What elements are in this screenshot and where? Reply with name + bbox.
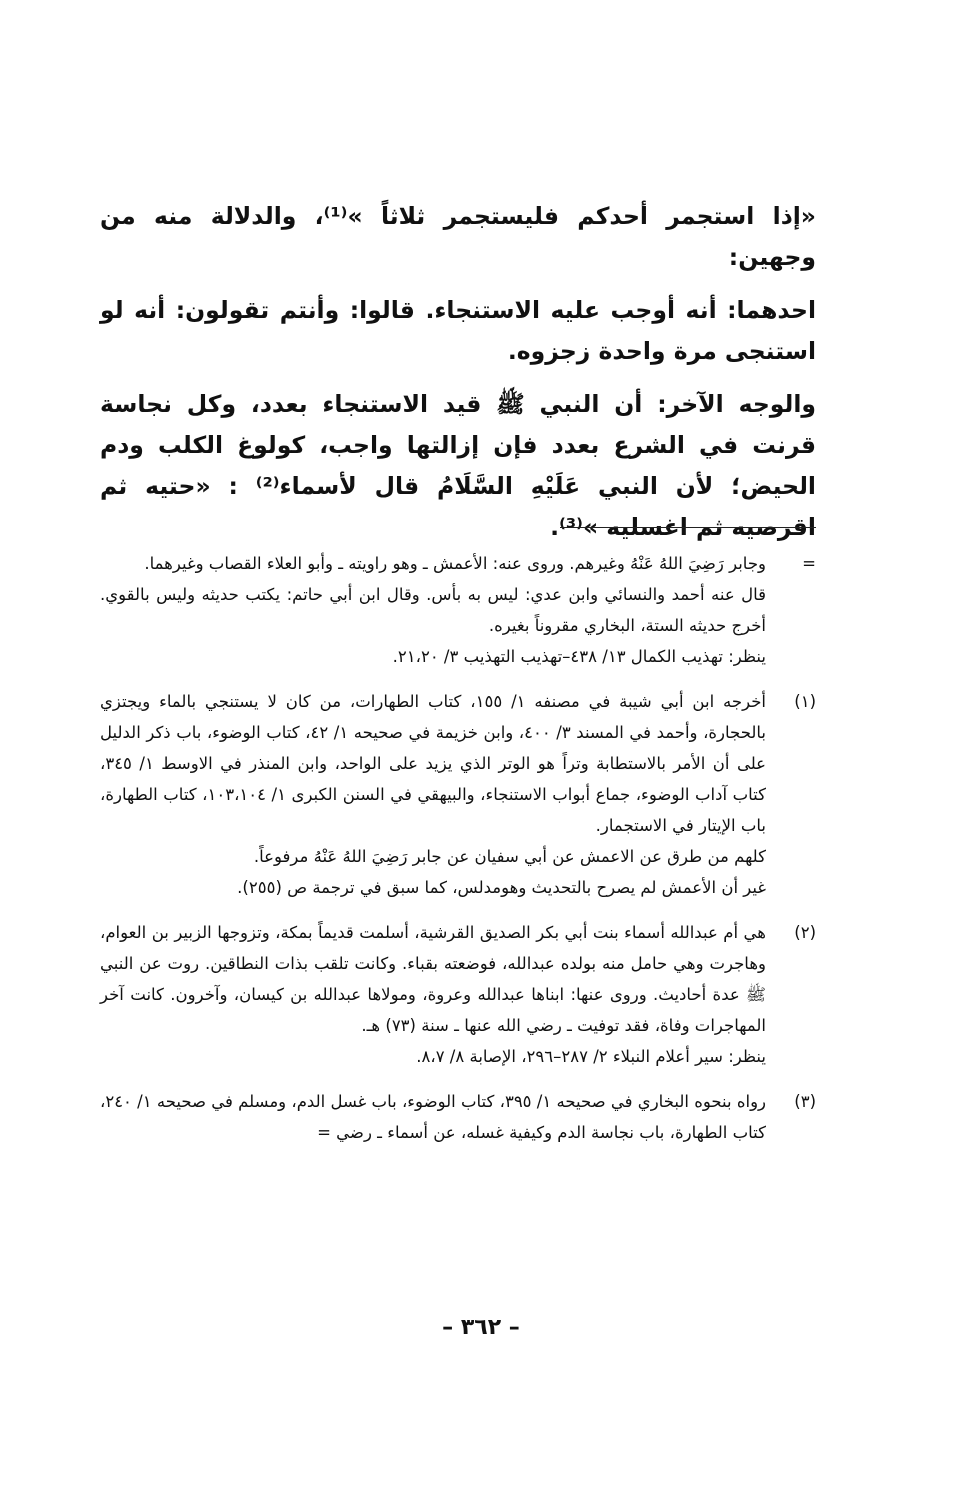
footnote-body bbox=[100, 548, 766, 672]
main-paragraph-2 bbox=[100, 290, 816, 372]
paragraph-text: أنه أوجب عليه الاستنجاء. قالوا: وأنتم تقولون: أنه لو استنجى مرة واحدة زجزوه. bbox=[100, 296, 816, 365]
footnote-line: غير أن الأعمش لم يصرح بالتحديث وهومدلس، كما سبق في ترجمة ص (٢٥٥). bbox=[237, 878, 766, 897]
main-text bbox=[100, 196, 816, 560]
footnote-separator bbox=[560, 527, 816, 528]
footnote-line: أخرجه ابن أبي شيبة في مصنفه ١/ ١٥٥، كتاب الطهارات، من كان لا يستنجي بالماء ويجتزي بالحجارة، وأحمد في المسند ٣/ ٤٠٠، وابن خزيمة في صحيحه ١/ ٤٢، كتاب الوضوء، باب ذكر الدليل على أن الأمر بالاستطابة وتراً هو الوتر الذي يزيد على الواحد، وابن المنذر في الاوسط ١/ ٣٤٥، كتاب آداب الوضوء، جماع أبواب الاستنجاء، والبيهقي في السنن الكبرى ١/ ١٠٣،١٠٤، كتاب الطهارة، باب الإيتار في الاستجمار. bbox=[100, 692, 766, 835]
paragraph-lead: احدهما: bbox=[727, 296, 816, 324]
footnote-number: (٣) bbox=[794, 1092, 816, 1111]
footnote-body bbox=[100, 686, 766, 903]
footnote-number: = bbox=[802, 554, 816, 573]
footnote bbox=[100, 1086, 816, 1148]
footnote-line: كلهم من طرق عن الاعمش عن أبي سفيان عن جابر رَضِيَ اللهُ عَنْهُ مرفوعاً. bbox=[253, 847, 766, 866]
paragraph-lead: والوجه الآخر: bbox=[657, 390, 816, 418]
page-number: – ٣٦٢ – bbox=[442, 1315, 520, 1340]
footnote-line: رواه بنحوه البخاري في صحيحه ١/ ٣٩٥، كتاب الوضوء، باب غسل الدم، ومسلم في صحيحه ١/ ٢٤٠، كتاب الطهارة، باب نجاسة الدم وكيفية غسله، عن أسماء ـ رضي = bbox=[100, 1092, 767, 1142]
footnote bbox=[100, 917, 816, 1072]
footnote bbox=[100, 548, 816, 672]
footnote-body bbox=[100, 917, 766, 1072]
footnote-line: ينظر: تهذيب الكمال ١٣/ ٤٣٨–تهذيب التهذيب ٣/ ٢١،٢٠. bbox=[392, 647, 766, 666]
main-paragraph-1: «إذا استجمر أحدكم فليستجمر ثلاثاً »⁽¹⁾، والدلالة منه من وجهين: bbox=[100, 202, 816, 271]
footnote-number: (٢) bbox=[794, 923, 816, 942]
footnote-number: (١) bbox=[794, 692, 816, 711]
footnote-body bbox=[100, 1086, 766, 1148]
footnote-line: وجابر رَضِيَ اللهُ عَنْهُ وغيرهم. وروى عنه: الأعمش ـ وهو راويته ـ وأبو العلاء القصاب وغيرهما. bbox=[144, 554, 766, 573]
paragraph-text: أن النبي ﷺ قيد الاستنجاء بعدد، وكل نجاسة قرنت في الشرع بعدد فإن إزالتها واجب، كولوغ الكلب ودم الحيض؛ لأن النبي عَلَيْهِ السَّلَامُ قال لأسماء⁽²⁾ : «حتيه ثم اقرصيه ثم اغسليه »⁽³⁾. bbox=[100, 390, 816, 541]
footnotes bbox=[100, 548, 816, 1162]
footnote bbox=[100, 686, 816, 903]
footnote-line: ينظر: سير أعلام النبلاء ٢/ ٢٨٧–٢٩٦، الإصابة ٨/ ٨،٧. bbox=[416, 1047, 766, 1066]
footnote-line: هي أم عبدالله أسماء بنت أبي بكر الصديق القرشية، أسلمت قديماً بمكة، وتزوجها الزبير بن العوام، وهاجرت وهي حامل منه بولده عبدالله، فوضعته بقباء. وكانت تلقب بذات النطاقين. روت عن النبي ﷺ عدة أحاديث. وروى عنها: ابناها عبدالله وعروة، ومولاها عبدالله بن كيسان، وآخرون. كانت آخر المهاجرات وفاة، فقد توفيت ـ رضي الله عنها ـ سنة (٧٣) هـ. bbox=[100, 923, 766, 1035]
footnote-line: قال عنه أحمد والنسائي وابن عدي: ليس به بأس. وقال ابن أبي حاتم: يكتب حديثه وليس بالقوي. أخرج حديثه الستة، البخاري مقروناً بغيره. bbox=[100, 585, 766, 635]
main-paragraph-3 bbox=[100, 384, 816, 548]
